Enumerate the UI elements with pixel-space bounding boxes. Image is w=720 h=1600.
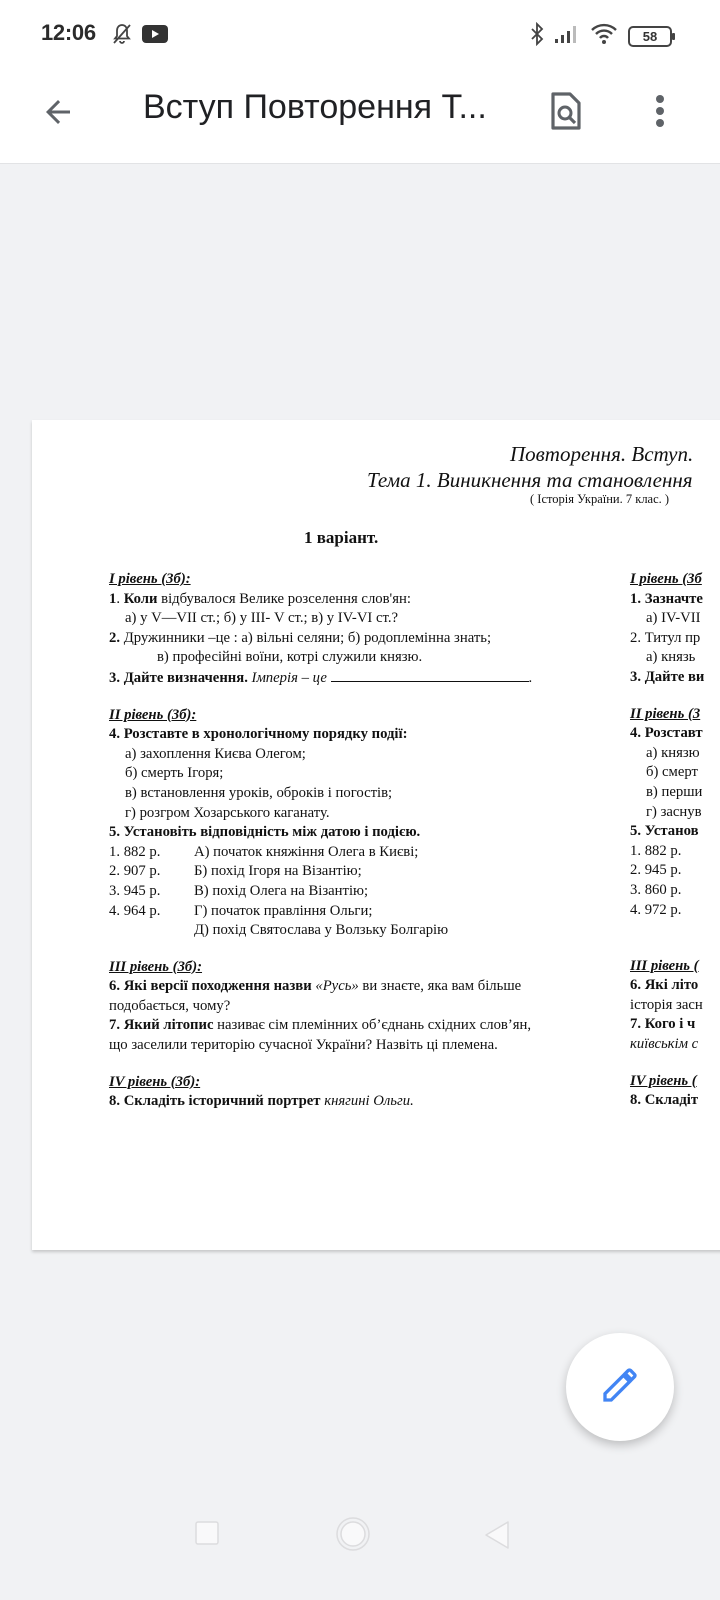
back-nav-button[interactable] xyxy=(484,1520,510,1555)
match-row: 2. 907 р. Б) похід Ігоря на Візантію; xyxy=(109,863,362,880)
status-bar xyxy=(0,0,720,68)
question-6-cont: історія засн xyxy=(630,996,703,1013)
app-bar xyxy=(0,68,720,164)
document-title: Вступ Повторення Т... xyxy=(143,88,487,126)
question-1-options: а) ІV-VІІ xyxy=(646,610,701,627)
match-row: 4. 964 р. Г) початок правління Ольги; xyxy=(109,902,373,919)
question-8: 8. Складіт xyxy=(630,1092,699,1109)
more-options-button[interactable] xyxy=(640,86,680,140)
battery-icon: 58 xyxy=(628,26,672,47)
level2-title: ІІ рівень (3б): xyxy=(109,706,197,723)
more-vert-icon xyxy=(654,93,666,134)
level1-title: І рівень (3б): xyxy=(109,571,191,587)
match-row: 3. 945 р. В) похід Олега на Візантію; xyxy=(109,882,369,899)
question-2: 2. Титул пр xyxy=(630,629,701,646)
recents-square-icon xyxy=(194,1520,220,1551)
level4-title: ІV рівень (3б): xyxy=(109,1073,201,1090)
arrow-back-icon xyxy=(40,94,76,135)
question-6-cont: подобається, чому? xyxy=(109,997,231,1014)
question-3: 3. Дайте визначення. Імперія – це . xyxy=(109,669,533,686)
status-time: 12:06 xyxy=(41,20,96,45)
match-row: Д) похід Святослава у Волзьку Болгарію xyxy=(194,922,449,939)
home-button[interactable] xyxy=(335,1516,371,1557)
variant-title: 1 варіант. xyxy=(304,528,379,547)
question-8: 8. Складіть історичний портрет княгині Ольги. xyxy=(109,1093,414,1110)
answer-blank xyxy=(331,668,529,682)
question-5: 5. Установіть відповідність між датою і подією. xyxy=(109,824,421,841)
match-date: 2. 945 р. xyxy=(630,862,682,879)
question-7: 7. Який літопис називає сім племінних об’єднань східних слов’ян, xyxy=(109,1017,532,1034)
back-triangle-icon xyxy=(484,1520,510,1555)
question-6: 6. Які літо xyxy=(630,977,699,994)
level4-title: ІV рівень ( xyxy=(630,1072,697,1089)
question-4-option: г) заснув xyxy=(646,803,702,820)
match-date: 3. 860 р. xyxy=(630,881,682,898)
left-column xyxy=(109,570,589,1112)
home-circle-icon xyxy=(335,1516,371,1557)
back-button[interactable] xyxy=(34,90,82,138)
edit-fab-button[interactable] xyxy=(566,1333,674,1441)
question-6: 6. Які версії походження назви «Русь» ви знаєте, яка вам більше xyxy=(109,978,522,995)
match-date: 1. 882 р. xyxy=(630,842,682,859)
doc-header-line2: Тема 1. Виникнення та становлення xyxy=(367,468,693,492)
doc-header-line3: ( Історія України. 7 клас. ) xyxy=(530,492,670,506)
document-page[interactable] xyxy=(32,420,720,1250)
question-2: 2. Дружинники –це : а) вільні селяни; б) родоплемінна знать; xyxy=(109,629,492,646)
question-4: 4. Розставте в хронологічному порядку події: xyxy=(109,726,408,743)
find-in-document-button[interactable] xyxy=(542,86,590,140)
question-7-cont: що заселили територію сучасної України? Назвіть ці племена. xyxy=(109,1037,498,1054)
wifi-icon xyxy=(590,23,618,50)
bell-off-icon xyxy=(110,22,134,51)
question-4-option: а) захоплення Києва Олегом; xyxy=(125,745,306,762)
level1-title: І рівень (3б xyxy=(630,571,702,587)
question-7-cont: київськім с xyxy=(630,1036,699,1053)
system-nav-bar xyxy=(0,1490,720,1600)
signal-icon xyxy=(554,24,580,49)
question-2-options: а) князь xyxy=(646,649,696,666)
question-1: 1. Коли відбувалося Велике розселення слов'ян: xyxy=(109,590,411,607)
question-4-option: в) перши xyxy=(646,783,703,800)
level3-title: ІІІ рівень ( xyxy=(630,957,699,974)
question-5: 5. Установ xyxy=(630,823,699,840)
question-4-option: б) смерт xyxy=(646,764,698,781)
question-4-option: г) розгром Хозарського каганату. xyxy=(125,804,330,821)
question-4: 4. Розставт xyxy=(630,725,703,742)
right-column xyxy=(630,570,720,1111)
match-row: 1. 882 р. А) початок княжіння Олега в Києві; xyxy=(109,843,419,860)
question-1: 1. Зазначте xyxy=(630,590,703,607)
question-3: 3. Дайте ви xyxy=(630,668,705,685)
question-4-option: б) смерть Ігоря; xyxy=(125,765,224,782)
recents-button[interactable] xyxy=(194,1520,220,1551)
question-4-option: в) встановлення уроків, оброків і погостів; xyxy=(125,784,393,801)
level2-title: ІІ рівень (3 xyxy=(630,705,701,722)
edit-pencil-icon xyxy=(600,1365,640,1410)
find-in-document-icon xyxy=(549,90,583,137)
bluetooth-icon xyxy=(530,22,544,51)
doc-header-line1: Повторення. Вступ. xyxy=(510,442,694,466)
question-1-options: а) у V—VII ст.; б) у ІІІ- V ст.; в) у ІV-VІ ст.? xyxy=(125,610,399,627)
question-7: 7. Кого і ч xyxy=(630,1016,696,1033)
match-date: 4. 972 р. xyxy=(630,901,682,918)
question-4-option: а) князю xyxy=(646,744,700,761)
question-2-options: в) професійні воїни, котрі служили князю. xyxy=(157,649,423,666)
youtube-icon xyxy=(142,24,168,49)
level3-title: ІІІ рівень (3б): xyxy=(109,958,203,975)
